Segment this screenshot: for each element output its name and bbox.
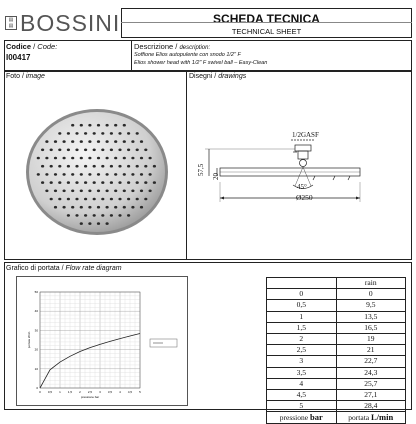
nozzle-dot	[71, 206, 74, 209]
flow-cell: 0	[336, 289, 406, 300]
chart-y-tick-label: 40	[34, 309, 38, 314]
nozzle-dot	[80, 206, 83, 209]
table-row	[267, 401, 406, 412]
footer-flow-label: portata L/min	[336, 412, 406, 424]
pressure-cell: 5	[267, 401, 337, 412]
pressure-cell: 3,5	[267, 367, 337, 378]
nozzle-dot	[58, 149, 61, 152]
nozzle-dot	[41, 165, 44, 168]
nozzle-dot	[75, 181, 78, 184]
nozzle-dot	[144, 181, 147, 184]
drawings-label: Disegni / drawings	[189, 73, 247, 80]
table-header-row	[267, 278, 406, 289]
nozzle-dot	[149, 173, 152, 176]
nozzle-dot	[54, 206, 57, 209]
nozzle-dot	[93, 214, 96, 217]
nozzle-dot	[88, 222, 91, 225]
nozzle-dot	[67, 198, 70, 201]
nozzle-dot	[101, 132, 104, 135]
nozzle-dot	[88, 157, 91, 160]
nozzle-dot	[63, 190, 66, 193]
nozzle-dot	[37, 157, 40, 160]
nozzle-dot	[131, 173, 134, 176]
chart-x-tick-label: 2	[79, 390, 81, 394]
pressure-cell: 1,5	[267, 322, 337, 333]
flow-cell: 22,7	[336, 356, 406, 367]
footer-pressure-label: pressione bar	[267, 412, 337, 424]
nozzle-dot	[131, 190, 134, 193]
nozzle-dot	[118, 181, 121, 184]
nozzle-dot	[88, 206, 91, 209]
pressure-cell: 1	[267, 311, 337, 322]
sheet-subtitle: TECHNICAL SHEET	[231, 27, 302, 36]
nozzle-dot	[80, 222, 83, 225]
nozzle-dot	[45, 157, 48, 160]
nozzle-dot	[136, 181, 139, 184]
nozzle-dot	[136, 149, 139, 152]
nozzle-dot	[144, 198, 147, 201]
chart-x-tick-label: 2,5	[87, 390, 93, 394]
table-row	[267, 322, 406, 333]
chart-x-tick-label: 1	[59, 390, 61, 394]
nozzle-dot	[127, 165, 130, 168]
nozzle-dot	[123, 206, 126, 209]
nozzle-dot	[93, 181, 96, 184]
table-row	[267, 345, 406, 356]
nozzle-dot	[80, 140, 83, 143]
nozzle-dot	[67, 132, 70, 135]
table-row	[267, 367, 406, 378]
nozzle-dot	[106, 157, 109, 160]
description-italian: Soffione Elios autopulente con snodo 1/2" F	[134, 52, 241, 58]
height-dimension: 57,5	[197, 163, 205, 176]
nozzle-dot	[106, 124, 109, 127]
nozzle-dot	[80, 124, 83, 127]
nozzle-dot	[54, 173, 57, 176]
nozzle-dot	[136, 198, 139, 201]
chart-x-tick-label: 0	[39, 390, 41, 394]
nozzle-dot	[88, 124, 91, 127]
nozzle-dot	[45, 190, 48, 193]
nozzle-dot	[84, 198, 87, 201]
nozzle-dot	[153, 165, 156, 168]
nozzle-dot	[75, 214, 78, 217]
nozzle-dot	[140, 190, 143, 193]
nozzle-dot	[54, 140, 57, 143]
nozzle-dot	[140, 173, 143, 176]
nozzle-dot	[58, 165, 61, 168]
flow-cell: 25,7	[336, 378, 406, 389]
nozzle-dot	[118, 149, 121, 152]
nozzle-dot	[127, 149, 130, 152]
nozzle-dot	[93, 149, 96, 152]
nozzle-dot	[110, 214, 113, 217]
nozzle-dot	[114, 157, 117, 160]
chart-x-tick-label: 1,5	[67, 390, 73, 394]
nozzle-dot	[118, 165, 121, 168]
nozzle-dot	[67, 165, 70, 168]
chart-y-tick-label: 0	[36, 386, 38, 390]
flow-cell: 9,5	[336, 300, 406, 311]
pressure-cell: 3	[267, 356, 337, 367]
nozzle-dot	[118, 132, 121, 135]
nozzle-dot	[140, 206, 143, 209]
nozzle-dot	[67, 181, 70, 184]
nozzle-dot	[58, 181, 61, 184]
nozzle-dot	[71, 190, 74, 193]
nozzle-dot	[71, 157, 74, 160]
chart-y-tick-label: 10	[34, 366, 38, 371]
chart-x-tick-label: 3	[99, 390, 101, 394]
nozzle-dot	[88, 173, 91, 176]
nozzle-dot	[110, 198, 113, 201]
nozzle-dot	[97, 140, 100, 143]
flow-cell: 27,1	[336, 389, 406, 400]
chart-x-tick-label: 4,5	[127, 390, 133, 394]
nozzle-dot	[97, 173, 100, 176]
nozzle-dot	[41, 149, 44, 152]
nozzle-dot	[123, 157, 126, 160]
flow-cell: 24,3	[336, 367, 406, 378]
chart-x-axis-label: pressione bar	[80, 395, 100, 399]
nozzle-dot	[123, 124, 126, 127]
nozzle-dot	[131, 157, 134, 160]
chart-x-tick-label: 5	[139, 390, 141, 394]
nozzle-dot	[67, 214, 70, 217]
nozzle-dot	[84, 214, 87, 217]
nozzle-dot	[114, 173, 117, 176]
nozzle-dot	[80, 173, 83, 176]
nozzle-dot	[58, 132, 61, 135]
brand-name: BOSSINI	[20, 10, 121, 36]
flow-cell: 13,5	[336, 311, 406, 322]
nozzle-dot	[84, 181, 87, 184]
table-row	[267, 356, 406, 367]
thread-dimension: 1/2GASF	[292, 131, 319, 139]
nozzle-dot	[71, 173, 74, 176]
description-label: Descrizione / description:	[134, 42, 211, 51]
nozzle-dot	[101, 198, 104, 201]
brand-logo	[4, 10, 121, 36]
nozzle-dot	[37, 173, 40, 176]
flow-cell: 19	[336, 333, 406, 344]
nozzle-dot	[75, 149, 78, 152]
nozzle-dot	[110, 165, 113, 168]
nozzle-dot	[88, 140, 91, 143]
nozzle-dot	[131, 206, 134, 209]
chart-x-tick-label: 4	[119, 390, 121, 394]
nozzle-dot	[127, 198, 130, 201]
nozzle-dot	[41, 181, 44, 184]
nozzle-dot	[144, 149, 147, 152]
nozzle-dot	[97, 206, 100, 209]
photo-label: Foto / image	[6, 73, 45, 80]
nozzle-dot	[75, 165, 78, 168]
nozzle-dot	[80, 190, 83, 193]
nozzle-dot	[54, 157, 57, 160]
flow-cell: 16,5	[336, 322, 406, 333]
pressure-cell: 0	[267, 289, 337, 300]
nozzle-dot	[63, 157, 66, 160]
table-footer-row	[267, 412, 406, 424]
nozzle-dot	[45, 173, 48, 176]
nozzle-dot	[140, 140, 143, 143]
table-header-rain: rain	[336, 278, 406, 289]
nozzle-dot	[106, 190, 109, 193]
nozzle-dot	[114, 190, 117, 193]
nozzle-dot	[50, 165, 53, 168]
nozzle-dot	[93, 132, 96, 135]
nozzle-dot	[45, 140, 48, 143]
code-value: I00417	[6, 53, 31, 62]
flow-chart	[18, 278, 186, 404]
flow-cell: 21	[336, 345, 406, 356]
nozzle-dot	[110, 132, 113, 135]
nozzle-dot	[118, 198, 121, 201]
nozzle-dot	[75, 198, 78, 201]
chart-y-tick-label: 20	[34, 347, 38, 352]
nozzle-dot	[63, 206, 66, 209]
pressure-cell: 4	[267, 378, 337, 389]
pressure-cell: 0,5	[267, 300, 337, 311]
nozzle-dot	[118, 214, 121, 217]
nozzle-dot	[75, 132, 78, 135]
graph-label: Grafico di portata / Flow rate diagram	[6, 265, 122, 272]
nozzle-dot	[63, 173, 66, 176]
pressure-cell: 2	[267, 333, 337, 344]
nozzle-dot	[101, 181, 104, 184]
nozzle-dot	[63, 140, 66, 143]
nozzle-dot	[101, 165, 104, 168]
pressure-cell: 4,5	[267, 389, 337, 400]
chart-x-tick-label: 0,5	[47, 390, 53, 394]
table-row	[267, 389, 406, 400]
nozzle-dot	[97, 157, 100, 160]
nozzle-dot	[106, 173, 109, 176]
diameter-dimension: Ø250	[296, 193, 313, 202]
nozzle-dot	[97, 190, 100, 193]
nozzle-dot	[106, 222, 109, 225]
thickness-dimension: 20	[212, 173, 220, 180]
nozzle-dot	[136, 132, 139, 135]
nozzle-dot	[153, 181, 156, 184]
description-english: Elios shower head with 1/2" F swivel ball – Easy-Clean	[134, 60, 268, 66]
flow-cell: 28,4	[336, 401, 406, 412]
angle-dimension: 45°	[297, 183, 307, 191]
nozzle-dot	[97, 222, 100, 225]
nozzle-dot	[149, 157, 152, 160]
nozzle-dot	[93, 165, 96, 168]
nozzle-dot	[88, 190, 91, 193]
technical-drawing	[195, 120, 365, 215]
nozzle-dot	[71, 124, 74, 127]
sheet-title: SCHEDA TECNICA	[213, 12, 320, 26]
nozzle-dot	[84, 165, 87, 168]
nozzle-dot	[67, 149, 70, 152]
table-row	[267, 333, 406, 344]
nozzle-dot	[71, 140, 74, 143]
nozzle-dot	[110, 181, 113, 184]
nozzle-dot	[50, 198, 53, 201]
nozzle-dot	[136, 165, 139, 168]
chart-y-tick-label: 50	[34, 290, 38, 294]
nozzle-dot	[140, 157, 143, 160]
chart-x-tick-label: 3,5	[107, 390, 113, 394]
title-box	[121, 8, 412, 38]
product-photo	[22, 106, 172, 238]
nozzle-dot	[110, 149, 113, 152]
nozzle-dot	[131, 140, 134, 143]
nozzle-dot	[80, 157, 83, 160]
nozzle-dot	[149, 190, 152, 193]
chart-y-tick-label: 30	[34, 328, 38, 333]
nozzle-dot	[127, 214, 130, 217]
nozzle-dot	[101, 149, 104, 152]
nozzle-dot	[114, 140, 117, 143]
table-row	[267, 300, 406, 311]
pressure-cell: 2,5	[267, 345, 337, 356]
nozzle-dot	[54, 190, 57, 193]
code-label: Codice / Code:	[6, 42, 58, 51]
nozzle-dot	[127, 181, 130, 184]
nozzle-dot	[127, 132, 130, 135]
nozzle-dot	[123, 190, 126, 193]
nozzle-dot	[84, 132, 87, 135]
nozzle-dot	[97, 124, 100, 127]
nozzle-dot	[106, 206, 109, 209]
nozzle-dot	[123, 140, 126, 143]
flow-rate-table	[266, 277, 406, 424]
logo-emblem-icon: ▤ ▤	[5, 16, 17, 30]
nozzle-dot	[101, 214, 104, 217]
nozzle-dot	[114, 124, 117, 127]
nozzle-dot	[50, 181, 53, 184]
nozzle-dot	[123, 173, 126, 176]
nozzle-dot	[93, 198, 96, 201]
nozzle-dot	[84, 149, 87, 152]
nozzle-dot	[50, 149, 53, 152]
nozzle-dot	[106, 140, 109, 143]
table-row	[267, 378, 406, 389]
nozzle-dot	[114, 206, 117, 209]
chart-y-axis-label: portata l/min	[27, 331, 31, 349]
table-row	[267, 311, 406, 322]
nozzle-dot	[58, 198, 61, 201]
nozzle-dot	[144, 165, 147, 168]
table-row	[267, 289, 406, 300]
